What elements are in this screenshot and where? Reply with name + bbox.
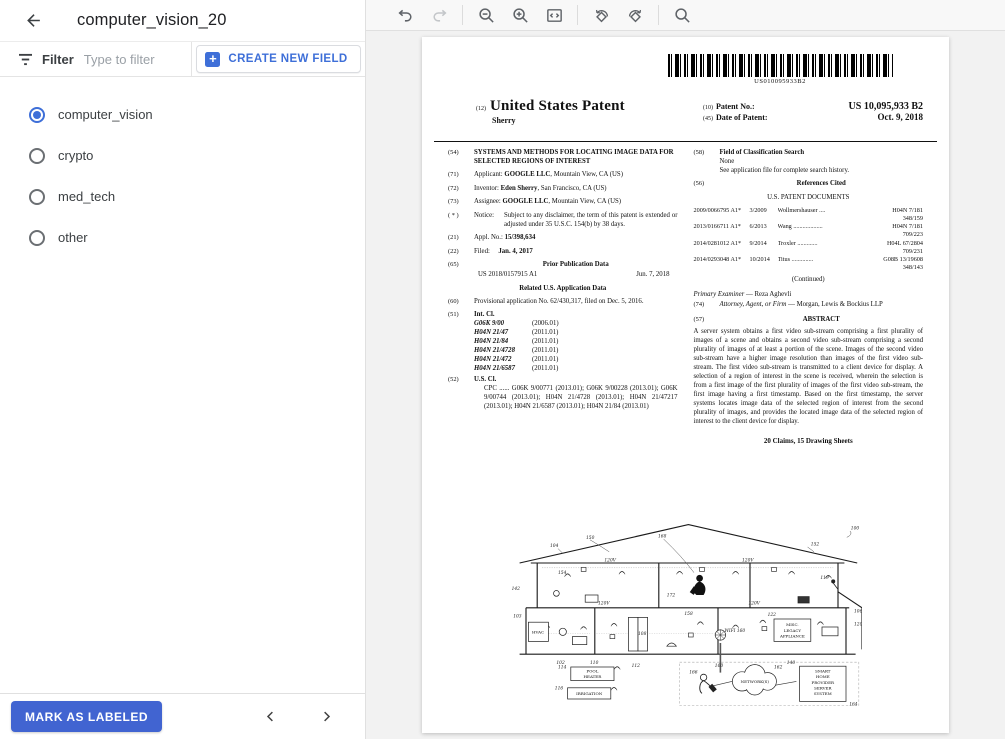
- ref-date: 3/2009: [749, 206, 767, 214]
- ref-subclass: 348/159: [902, 215, 923, 223]
- create-field-area: [191, 42, 365, 76]
- ref-numeral: 140: [786, 660, 795, 666]
- ref-numeral: 116: [554, 686, 563, 692]
- doc-navigation: [257, 704, 339, 730]
- invention-title: SYSTEMS AND METHODS FOR LOCATING IMAGE DATA FOR SELECTED REGIONS OF INTEREST: [474, 149, 674, 165]
- option-label: med_tech: [58, 189, 116, 204]
- ref-numeral: 164: [848, 702, 858, 707]
- ref-number: 2014/0281012 A1*: [693, 239, 742, 247]
- ref-numeral: 102: [555, 660, 565, 666]
- int-cl-year: (2006.01): [532, 320, 559, 328]
- ref-number: 2013/0166711 A1*: [693, 223, 741, 231]
- applicant-location: , Mountain View, CA (US): [550, 171, 623, 179]
- field-tag: (21): [448, 234, 459, 242]
- assignee-location: , Mountain View, CA (US): [548, 198, 622, 206]
- patent-right-column: [694, 149, 924, 446]
- option-computer-vision[interactable]: [29, 94, 365, 135]
- wifi-label: WIFI 160: [723, 628, 745, 634]
- plus-icon: +: [205, 52, 220, 67]
- ref-numeral: 108: [637, 632, 646, 637]
- network-cloud: [732, 665, 776, 695]
- filed-value: Jan. 4, 2017: [498, 247, 533, 255]
- user-with-phone: [699, 674, 716, 693]
- notice-text: Subject to any disclaimer, the term of this patent is extended or adjusted under 35 U.S.C. 154(b) by 38 days.: [504, 211, 678, 228]
- ref-numeral: 158: [683, 612, 693, 617]
- dataset-title: computer_vision_20: [77, 11, 227, 29]
- label-panel: [0, 0, 366, 739]
- create-new-field-label: CREATE NEW FIELD: [228, 53, 348, 65]
- int-cl-year: (2011.01): [532, 364, 559, 372]
- applicant-name: GOOGLE LLC: [504, 171, 551, 179]
- field-71: [448, 171, 678, 180]
- ref-subclass: 709/231: [902, 247, 923, 255]
- redo-icon: [430, 6, 449, 25]
- field-tag: (52): [448, 375, 459, 383]
- provisional-application-text: Provisional application No. 62/430,317, filed on Dec. 5, 2016.: [474, 297, 644, 305]
- appliance-label: LEGACY: [783, 627, 801, 633]
- field-tag: (60): [448, 297, 459, 305]
- reference-row: [694, 207, 924, 223]
- back-button[interactable]: [21, 9, 45, 33]
- field-tag: (71): [448, 171, 459, 179]
- int-cl-code: H04N 21/4728: [474, 346, 515, 354]
- field-21: [448, 234, 678, 243]
- zoom-in-button[interactable]: [503, 1, 537, 29]
- continued-note: (Continued): [791, 276, 825, 284]
- previous-document-button[interactable]: [257, 704, 283, 730]
- filter-label: Filter: [42, 51, 74, 67]
- hvac-label: HVAC: [531, 629, 544, 635]
- patent-no-value: US 10,095,933 B2: [848, 101, 923, 112]
- int-cl-code: H04N 21/472: [474, 355, 512, 363]
- appl-no-label: Appl. No.:: [474, 234, 503, 242]
- option-label: computer_vision: [58, 107, 153, 122]
- search-icon: [673, 6, 692, 25]
- smart-home-figure: [510, 515, 862, 707]
- rotate-left-button[interactable]: [584, 1, 618, 29]
- voltage-label: 120V: [747, 601, 760, 607]
- field-58: [694, 149, 924, 176]
- field-tag: (57): [693, 316, 705, 324]
- patent-header-left: [476, 97, 625, 125]
- document-viewport[interactable]: [366, 31, 1005, 739]
- zoom-out-button[interactable]: [469, 1, 503, 29]
- ref-numeral: 122: [767, 612, 776, 618]
- appliance-label: APPLIANCE: [779, 633, 805, 639]
- header-rule: [434, 141, 937, 142]
- radio-unselected-icon[interactable]: [29, 230, 45, 246]
- filter-input[interactable]: [84, 52, 184, 67]
- field-65: [448, 261, 678, 280]
- rotate-left-icon: [592, 6, 611, 25]
- server-label: PROVIDER: [811, 679, 834, 685]
- ref-subclass: 709/223: [902, 231, 923, 239]
- voltage-label: 120V: [741, 558, 754, 564]
- field-tag: ( * ): [448, 211, 459, 219]
- claims-line: 20 Claims, 15 Drawing Sheets: [763, 436, 853, 445]
- us-patent-documents-heading: U.S. PATENT DOCUMENTS: [767, 193, 850, 201]
- int-cl-year: (2011.01): [532, 329, 559, 337]
- patent-date-row: [703, 112, 923, 122]
- panel-header: [0, 0, 365, 42]
- field-tag: (65): [448, 261, 459, 269]
- field-tag: (22): [448, 247, 459, 255]
- patent-date-value: Oct. 9, 2018: [877, 112, 923, 122]
- field-22: [448, 248, 678, 257]
- field-57: [694, 316, 924, 325]
- cpc-classification-text: CPC ...... G06K 9/00771 (2013.01); G06K 9/00228 (2013.01); G06K 9/00744 (2013.01); H04N 21/4728 (2013.01); H04N 21/47217 (2013.01); H04N 21/6587 (2013.01); H04N 21/84 (2013.01): [484, 384, 678, 410]
- abstract-text: A server system obtains a first video sub-stream comprising a first plurality of images of a scene and obtains a second video sub-stream comprising a second plurality of images of at least a portion of the scene. Images of the second video sub-stream have a higher image resolution than images of the first video sub-stream. The first video sub-stream is transmitted to a client device for display. A selection of a region of interest in the scene is received, wherein the selection is from a first image of the first plurality of images of the first video sub-stream, the first image having a first timestamp. Based on the first timestamp, the server systems locates image data of the selected region of interest from the second plurality of images, and provides the located image data of the selected region of interest to the client device for display.: [693, 328, 923, 425]
- int-cl-year: (2011.01): [532, 346, 559, 354]
- rotate-right-button[interactable]: [618, 1, 652, 29]
- toolbar-separator: [658, 5, 659, 25]
- field-tag: (72): [448, 184, 459, 192]
- zoom-out-icon: [477, 6, 496, 25]
- patent-number-row: [703, 101, 923, 112]
- ref-class: H04N 7/181: [892, 223, 923, 231]
- appliance-label: MISC.: [785, 622, 799, 628]
- attorney-name: — Morgan, Lewis & Bockius LLP: [786, 301, 883, 309]
- network-label: NETWORK(S): [740, 679, 769, 684]
- patent-header-right: [703, 101, 923, 122]
- pool-heater-label: HEATER: [583, 674, 601, 680]
- ref-numeral: 106: [853, 609, 862, 615]
- primary-examiner-label: Primary Examiner: [693, 291, 745, 299]
- create-new-field-button[interactable]: [196, 45, 360, 73]
- ref-number: 2009/0066795 A1*: [693, 206, 742, 214]
- mark-as-labeled-button[interactable]: MARK AS LABELED: [11, 701, 162, 732]
- classification-search-heading: Field of Classification Search: [719, 149, 805, 156]
- ref-date: 9/2014: [749, 239, 767, 247]
- field-72: [448, 185, 678, 194]
- undo-icon: [396, 6, 415, 25]
- int-cl-code: G06K 9/00: [474, 320, 505, 328]
- undo-button[interactable]: [388, 1, 422, 29]
- field-52: [448, 376, 678, 412]
- option-other[interactable]: [29, 217, 365, 258]
- field-tag: (54): [448, 149, 459, 156]
- patent-title: United States Patent: [490, 98, 625, 114]
- filter-funnel-icon: [18, 53, 33, 66]
- ref-numeral: 172: [666, 593, 675, 599]
- label-options-list: [0, 77, 365, 693]
- chevron-left-icon: [263, 709, 278, 724]
- server-label: SMART: [814, 668, 830, 674]
- arrow-left-icon: [24, 11, 43, 30]
- option-crypto[interactable]: [29, 135, 365, 176]
- barcode-image: [668, 54, 893, 77]
- ref-class: H04N 7/181: [892, 206, 923, 214]
- search-button[interactable]: [665, 1, 699, 29]
- references-cited-heading: References Cited: [796, 180, 846, 188]
- filter-left: [0, 42, 191, 76]
- ref-class: G08B 13/19608: [883, 255, 923, 263]
- field-tag: (56): [693, 180, 705, 188]
- radio-unselected-icon[interactable]: [29, 148, 45, 164]
- patent-columns: [448, 149, 923, 446]
- field-74: [694, 301, 924, 310]
- field-tag: (73): [448, 198, 459, 206]
- int-cl-code: H04N 21/84: [474, 338, 509, 345]
- server-label: SYSTEM: [813, 691, 832, 696]
- int-cl-heading: Int. Cl.: [474, 311, 495, 319]
- ref-numeral: 154: [557, 571, 566, 577]
- ref-numeral: 162: [773, 665, 782, 671]
- field-tag: (74): [693, 301, 705, 309]
- viewer-toolbar: [366, 0, 1005, 31]
- notice-label: Notice:: [474, 211, 495, 219]
- inventor-location: , San Francisco, CA (US): [537, 184, 607, 192]
- ref-numeral: 104: [549, 544, 558, 549]
- ref-class: H04L 67/2804: [886, 239, 923, 247]
- option-med-tech[interactable]: [29, 176, 365, 217]
- assignee-name: GOOGLE LLC: [502, 198, 549, 206]
- patent-left-column: [448, 149, 678, 446]
- document-area: [366, 0, 1005, 739]
- primary-examiner-name: — Reza Aghevli: [744, 291, 792, 299]
- ref-name: Wollmershauser ....: [777, 206, 826, 214]
- radio-unselected-icon[interactable]: [29, 189, 45, 205]
- ref-numeral: 112: [631, 664, 640, 669]
- field-notice: [448, 212, 678, 230]
- int-cl-year: (2011.01): [532, 338, 559, 345]
- ref-subclass: 348/143: [902, 264, 923, 272]
- reference-row: [694, 223, 924, 239]
- prior-publication-number: US 2018/0157915 A1: [478, 271, 538, 279]
- server-label: SERVER: [813, 685, 831, 691]
- attorney-label: Attorney, Agent, or Firm: [719, 301, 787, 309]
- ref-name: Troxler .............: [777, 239, 818, 247]
- irrigation-label: IRRIGATION: [575, 691, 602, 696]
- ref-numeral: 168: [657, 534, 666, 540]
- int-cl-code: H04N 21/6587: [474, 364, 515, 372]
- field-tag: (51): [448, 311, 459, 319]
- applicant-label: Applicant:: [474, 171, 503, 179]
- prior-publication-date: Jun. 7, 2018: [636, 271, 670, 279]
- toolbar-separator: [577, 5, 578, 25]
- field-tag: (58): [693, 149, 705, 156]
- appl-no-value: 15/398,634: [504, 234, 536, 242]
- panel-footer: [0, 693, 365, 739]
- ref-date: 10/2014: [749, 255, 770, 263]
- chevron-right-icon: [319, 709, 334, 724]
- field-tag: (45): [703, 116, 713, 122]
- inventor-name: Eden Sherry: [500, 184, 538, 192]
- ref-date: 6/2013: [749, 223, 767, 231]
- us-cl-heading: U.S. Cl.: [474, 375, 497, 383]
- rotate-right-icon: [626, 6, 645, 25]
- ref-name: Titus ..............: [777, 255, 814, 263]
- toolbar-separator: [462, 5, 463, 25]
- barcode-block: [665, 54, 895, 85]
- fit-to-width-button[interactable]: [537, 1, 571, 29]
- inventor-label: Inventor:: [474, 184, 499, 192]
- fit-to-width-icon: [545, 6, 564, 25]
- related-application-heading: Related U.S. Application Data: [519, 284, 607, 292]
- ref-numeral: 119: [819, 576, 829, 581]
- classification-search-note: See application file for complete search history.: [719, 166, 850, 174]
- patent-header: [448, 97, 923, 141]
- field-tag: (12): [476, 106, 486, 112]
- barcode-label: US010095933B2: [754, 78, 806, 85]
- ref-name: Wang ...................: [777, 223, 823, 231]
- ref-numeral: 142: [511, 587, 520, 593]
- reference-row: [694, 240, 924, 256]
- classification-search-none: None: [719, 157, 735, 165]
- ref-numeral: 152: [810, 542, 819, 548]
- patent-figure: [422, 515, 949, 707]
- field-60: [448, 298, 678, 307]
- voltage-label: 120V: [597, 601, 610, 607]
- option-label: other: [58, 230, 88, 245]
- option-label: crypto: [58, 148, 94, 163]
- patent-inventor-surname: Sherry: [492, 116, 516, 125]
- redo-button[interactable]: [422, 1, 456, 29]
- radio-selected-icon[interactable]: [29, 107, 45, 123]
- ref-numeral: 150: [585, 536, 594, 541]
- patent-date-label: Date of Patent:: [716, 113, 768, 122]
- next-document-button[interactable]: [313, 704, 339, 730]
- int-cl-year: (2011.01): [532, 355, 559, 363]
- patent-no-label: Patent No.:: [716, 102, 755, 111]
- zoom-in-icon: [511, 6, 530, 25]
- reference-row: [694, 256, 924, 272]
- patent-page: [422, 37, 949, 733]
- filter-row: [0, 42, 365, 77]
- ref-numeral: 120: [853, 622, 862, 628]
- abstract-heading: ABSTRACT: [802, 316, 840, 324]
- assignee-label: Assignee:: [474, 198, 501, 206]
- filed-label: Filed:: [474, 247, 490, 255]
- ref-numeral: 100: [850, 526, 859, 532]
- ref-numeral: 110: [589, 660, 598, 666]
- voltage-label: 120V: [603, 558, 616, 564]
- server-label: HOME: [815, 674, 830, 680]
- person-figure: [689, 575, 705, 595]
- field-56: [694, 180, 924, 189]
- field-51: [448, 311, 678, 374]
- field-tag: (10): [703, 105, 713, 111]
- ref-numeral: 166: [688, 670, 698, 676]
- ref-number: 2014/0293048 A1*: [693, 255, 742, 263]
- ref-numeral: 160: [714, 664, 723, 669]
- pool-heater-label: POOL: [585, 668, 598, 674]
- field-73: [448, 198, 678, 207]
- ref-numeral: 114: [557, 665, 566, 671]
- prior-publication-heading: Prior Publication Data: [542, 261, 609, 269]
- field-54: [448, 149, 678, 167]
- ref-numeral: 103: [512, 614, 522, 620]
- int-cl-code: H04N 21/47: [474, 329, 509, 337]
